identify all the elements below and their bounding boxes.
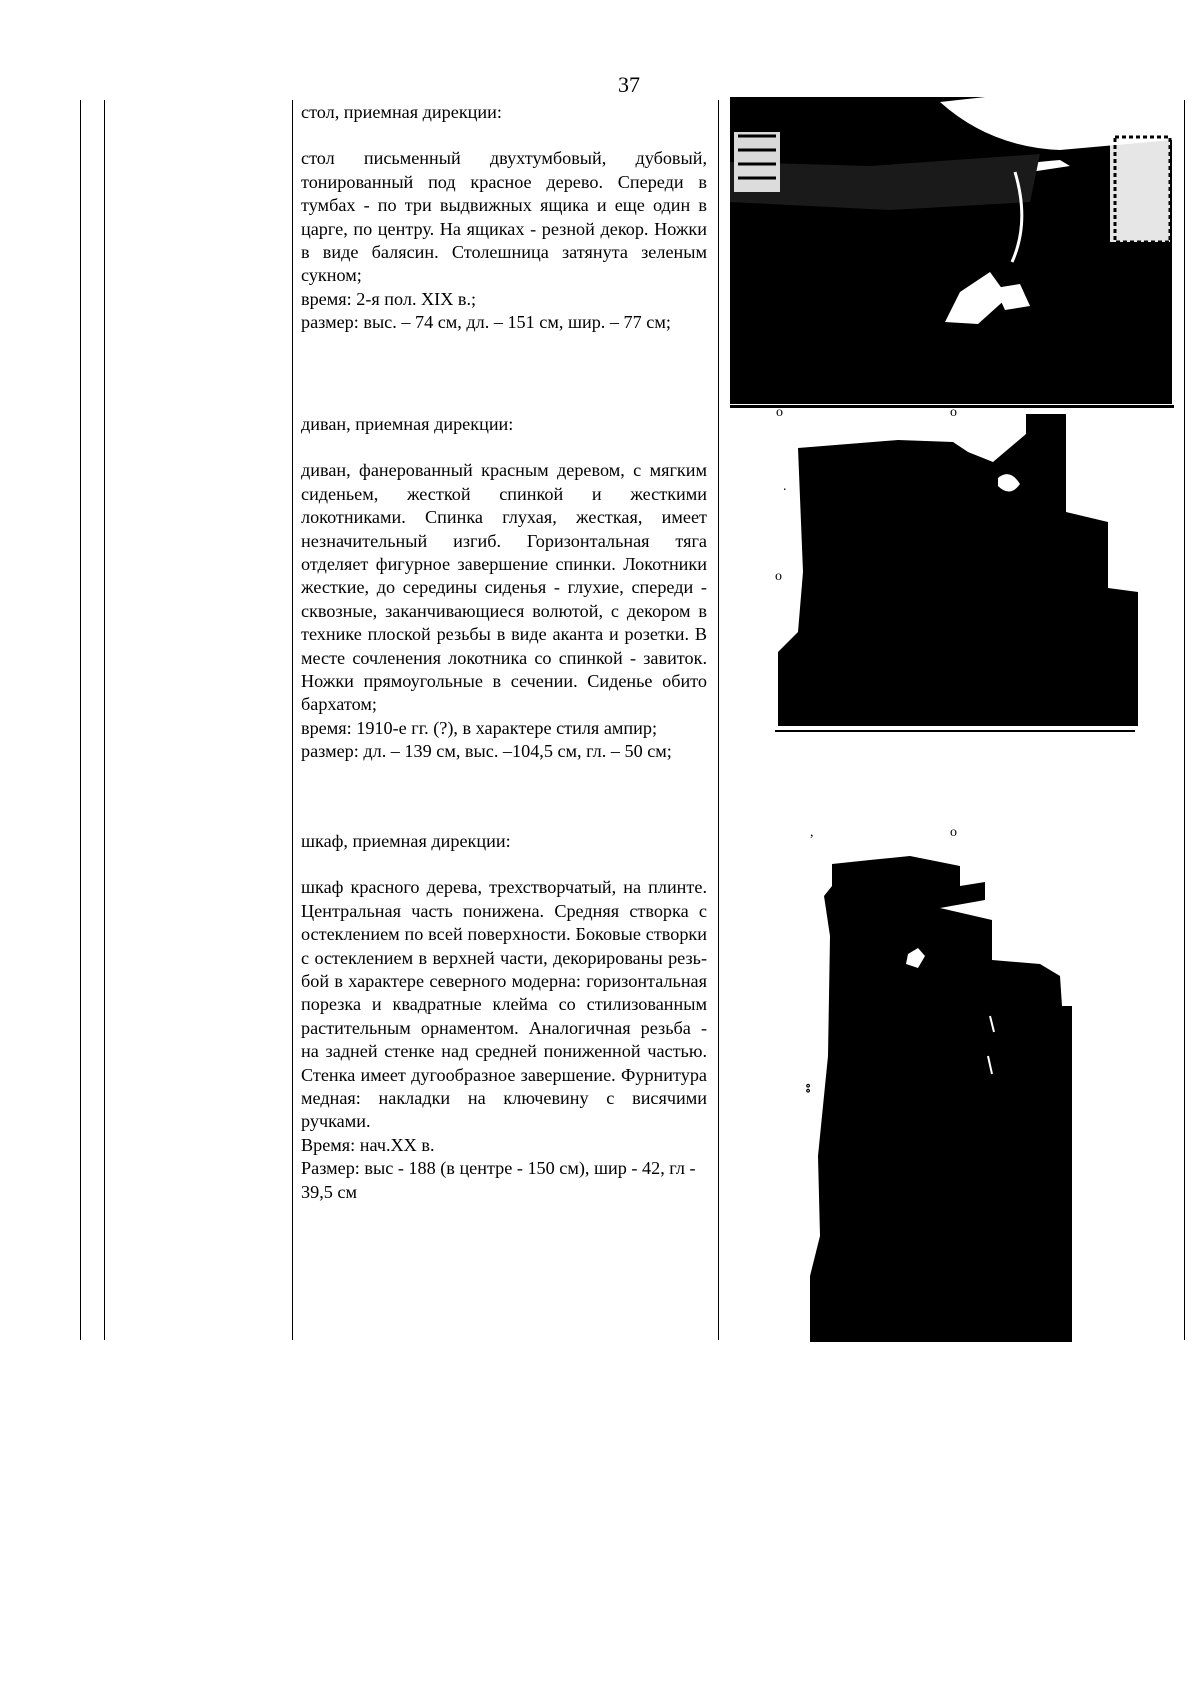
- table-rule-5: [1184, 100, 1185, 1340]
- item-description: диван, фанерованный красным деревом, с мягким сиденьем, жесткой спинкой и жесткими локотниками. Спинка глухая, жесткая, имеет незначительный изгиб. Горизонтальная тяга отделяет фигурное завершение спинки. Локотники жесткие, до середины сиденья - глухие, спереди - сквозные, заканчивающиеся волютой, с декором в технике плоской резьбы в виде аканта и розетки. В месте сочленения локотника со спинкой - завиток. Ножки прямоугольные в сечении. Сиденье обито бархатом;: [301, 460, 707, 715]
- table-rule-1: [80, 100, 81, 1340]
- item-cabinet: [301, 830, 707, 1204]
- scan-mark: o: [950, 825, 957, 840]
- item-size: размер: дл. – 139 см, выс. –104,5 см, гл. – 50 см;: [301, 741, 672, 762]
- scan-mark: .: [783, 479, 787, 494]
- item-time: Время: нач.XX в.: [301, 1134, 435, 1155]
- table-rule-4: [718, 100, 719, 1340]
- scan-mark: ⦂: [806, 1081, 811, 1096]
- sofa-photo-underline: [775, 730, 1135, 732]
- item-heading: диван, приемная дирекции:: [301, 414, 514, 434]
- table-rule-2: [104, 100, 105, 1340]
- item-time: время: 2-я пол. XIX в.;: [301, 288, 477, 309]
- table-rule-3: [292, 100, 293, 1340]
- scan-mark: o: [950, 405, 957, 420]
- scan-mark: o: [776, 405, 783, 420]
- scan-mark: ,: [810, 825, 814, 840]
- item-desk: [301, 101, 707, 335]
- sofa-photo: [778, 412, 1138, 726]
- item-description: стол письменный двухтумбовый, дубовый, тонированный под красное дерево. Спереди в тумбах - по три выдвижных ящика и еще один в царге, по центру. На ящиках - резной декор. Ножки в виде балясин. Столешница затянута зеленым сукном;: [301, 148, 707, 286]
- desk-photo: [730, 92, 1172, 404]
- item-heading: шкаф, приемная дирекции:: [301, 831, 511, 851]
- scan-mark: o: [775, 569, 782, 584]
- item-time: время: 1910-е гг. (?), в характере стиля ампир;: [301, 717, 658, 738]
- item-description: шкаф красного дерева, трехстворчатый, на плинте. Центральная часть понижена. Средняя створка с остеклением по всей поверхности. Боковые створки с остеклением в верхней части, декорированы резь- бой в характере северного модерна: горизонтальная порезка и квадратные клейма со стилизованным растительным орнаментом. Аналогичная резьба - на задней стенке над средней пониженной частью. Стенка имеет дугообразное завершение. Фурнитура медная: накладки на ключевину с висячими ручками.: [301, 877, 707, 1132]
- page-number: 37: [618, 72, 640, 97]
- cabinet-photo: [810, 856, 1095, 1342]
- item-heading: стол, приемная дирекции:: [301, 102, 502, 122]
- item-sofa: [301, 413, 707, 764]
- item-size: Размер: выс - 188 (в центре - 150 см), шир - 42, гл - 39,5 см: [301, 1158, 696, 1202]
- item-size: размер: выс. – 74 см, дл. – 151 см, шир. – 77 см;: [301, 312, 671, 333]
